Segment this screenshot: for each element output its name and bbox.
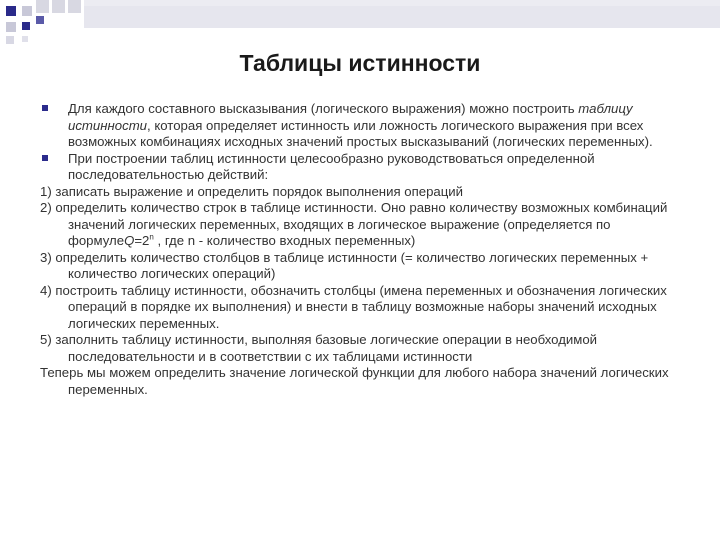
- square-bullet-icon: [42, 105, 48, 111]
- step-text: 3) определить количество столбцов в таблице истинности (= количество логических переменных + количество логических операций): [40, 249, 649, 281]
- slide-body: [40, 101, 690, 398]
- step-item: [40, 332, 690, 365]
- bullet-item: [40, 101, 690, 151]
- slide-title: Таблицы истинности: [239, 50, 481, 76]
- step-text: 4) построить таблицу истинности, обозначить столбцы (имена переменных и обозначения логических операций в порядке их выполнения) и внести в таблицу возможные наборы значений исходных логических переменных.: [40, 282, 667, 331]
- bullet-item: [40, 151, 690, 184]
- formula-exponent: n: [149, 232, 154, 242]
- formula-eq: =2: [134, 233, 150, 248]
- bullet-text-emphasis: таблицу истинности: [68, 101, 633, 133]
- step-item: [40, 184, 690, 201]
- closing-paragraph: [40, 365, 690, 398]
- bullet-text-pre: Для каждого составного высказывания (логического выражения) можно построить: [68, 101, 579, 116]
- closing-text: Теперь мы можем определить значение логической функции для любого набора значений логических переменных.: [40, 365, 669, 397]
- bullet-text: При построении таблиц истинности целесообразно руководствоваться определенной последовательностью действий:: [68, 150, 595, 182]
- step-item: [40, 200, 690, 250]
- step-text-after: , где n - количество входных переменных): [153, 233, 416, 248]
- step-text: 1) записать выражение и определить порядок выполнения операций: [40, 183, 464, 199]
- step-text: 2) определить количество строк в таблице истинности. Оно равно количеству возможных комбинаций значений логических переменных, входящих в логическое выражение (определяется по формуле: [40, 200, 668, 248]
- formula-q: Q: [124, 233, 135, 248]
- square-bullet-icon: [42, 155, 48, 161]
- bullet-text-post: , которая определяет истинность или ложность логического выражения при всех возможных комбинациях исходных значений простых высказываний (логических переменных).: [68, 117, 653, 149]
- step-item: [40, 250, 690, 283]
- step-item: [40, 283, 690, 333]
- step-text: 5) заполнить таблицу истинности, выполняя базовые логические операции в необходимой последовательности и в соответствии с их таблицами истинности: [40, 332, 598, 364]
